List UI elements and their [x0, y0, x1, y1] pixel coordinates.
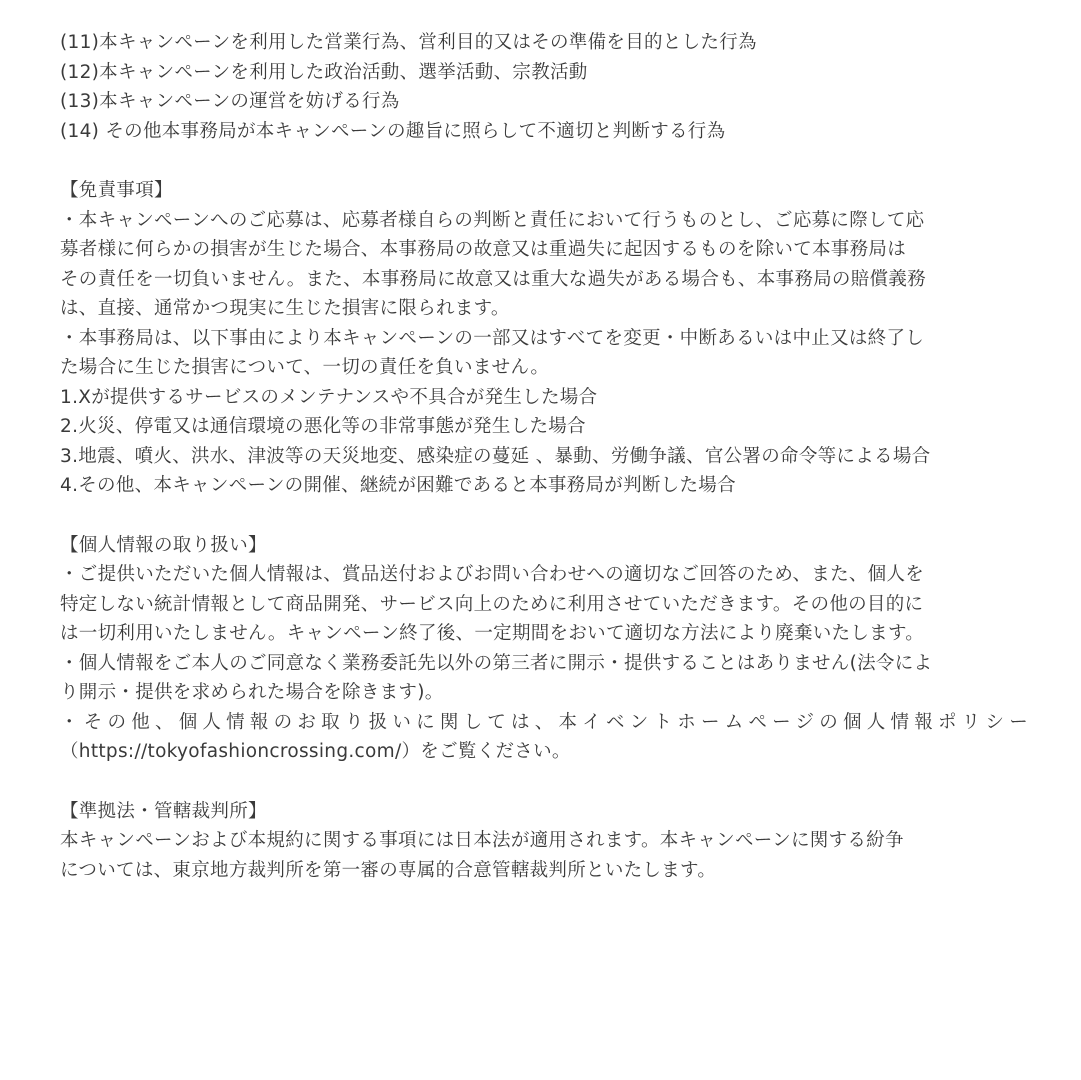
paragraph-line: ・その他、個人情報のお取り扱いに関しては、本イベントホームページの個人情報ポリシー: [60, 711, 1028, 733]
paragraph-line: 募者様に何らかの損害が生じた場合、本事務局の故意又は重過失に起因するものを除いて本事務局は: [60, 239, 907, 260]
paragraph-line: は一切利用いたしません。キャンペーン終了後、一定期間をおいて適切な方法により廃棄いたします。: [60, 623, 925, 644]
section-heading: 【免責事項】: [60, 180, 173, 201]
list-item: 4.その他、本キャンペーンの開催、継続が困難であると本事務局が判断した場合: [60, 475, 736, 496]
list-item: 1.Xが提供するサービスのメンテナンスや不具合が発生した場合: [60, 386, 598, 408]
paragraph-line: は、直接、通常かつ現実に生じた損害に限られます。: [60, 298, 510, 319]
privacy-section: [60, 531, 1028, 767]
list-item: (14) その他本事務局が本キャンペーンの趣旨に照らして不適切と判断する行為: [60, 120, 726, 142]
list-item: (11)本キャンペーンを利用した営業行為、営利目的又はその準備を目的とした行為: [60, 32, 757, 53]
paragraph-line: 特定しない統計情報として商品開発、サービス向上のために利用させていただきます。その他の目的に: [60, 593, 924, 615]
paragraph-line: ・本事務局は、以下事由により本キャンペーンの一部又はすべてを変更・中断あるいは中止又は終了し: [60, 327, 925, 349]
paragraph-line: については、東京地方裁判所を第一審の専属的合意管轄裁判所といたします。: [60, 859, 717, 881]
section-heading: 【準拠法・管轄裁判所】: [60, 800, 267, 822]
governing-law-section: [60, 797, 1028, 886]
paragraph-line: り開示・提供を求められた場合を除きます)。: [60, 682, 444, 703]
terms-document: [60, 28, 1028, 885]
list-item: 3.地震、噴火、洪水、津波等の天災地変、感染症の蔓延 、暴動、労働争議、官公署の命令等による場合: [60, 445, 931, 467]
list-item: (13)本キャンペーンの運営を妨げる行為: [60, 91, 400, 112]
prohibited-items-list: [60, 28, 1028, 146]
policy-url-line: （https://tokyofashioncrossing.com/）をご覧ください。: [60, 741, 571, 762]
paragraph-line: 本キャンペーンおよび本規約に関する事項には日本法が適用されます。本キャンペーンに関する紛争: [60, 830, 904, 851]
paragraph-line: ・本キャンペーンへのご応募は、応募者様自らの判断と責任において行うものとし、ご応募に際して応: [60, 209, 925, 231]
list-item: (12)本キャンペーンを利用した政治活動、選挙活動、宗教活動: [60, 61, 588, 83]
paragraph-line: その責任を一切負いません。また、本事務局に故意又は重大な過失がある場合も、本事務局の賠償義務: [60, 268, 926, 290]
disclaimer-section: [60, 176, 1028, 501]
paragraph-line: ・ご提供いただいた個人情報は、賞品送付およびお問い合わせへの適切なご回答のため、また、個人を: [60, 564, 925, 585]
paragraph-line: た場合に生じた損害について、一切の責任を負いません。: [60, 357, 550, 378]
section-heading: 【個人情報の取り扱い】: [60, 534, 267, 556]
list-item: 2.火災、停電又は通信環境の悪化等の非常事態が発生した場合: [60, 416, 586, 437]
paragraph-line: ・個人情報をご本人のご同意なく業務委託先以外の第三者に開示・提供することはありません(法令によ: [60, 652, 933, 674]
